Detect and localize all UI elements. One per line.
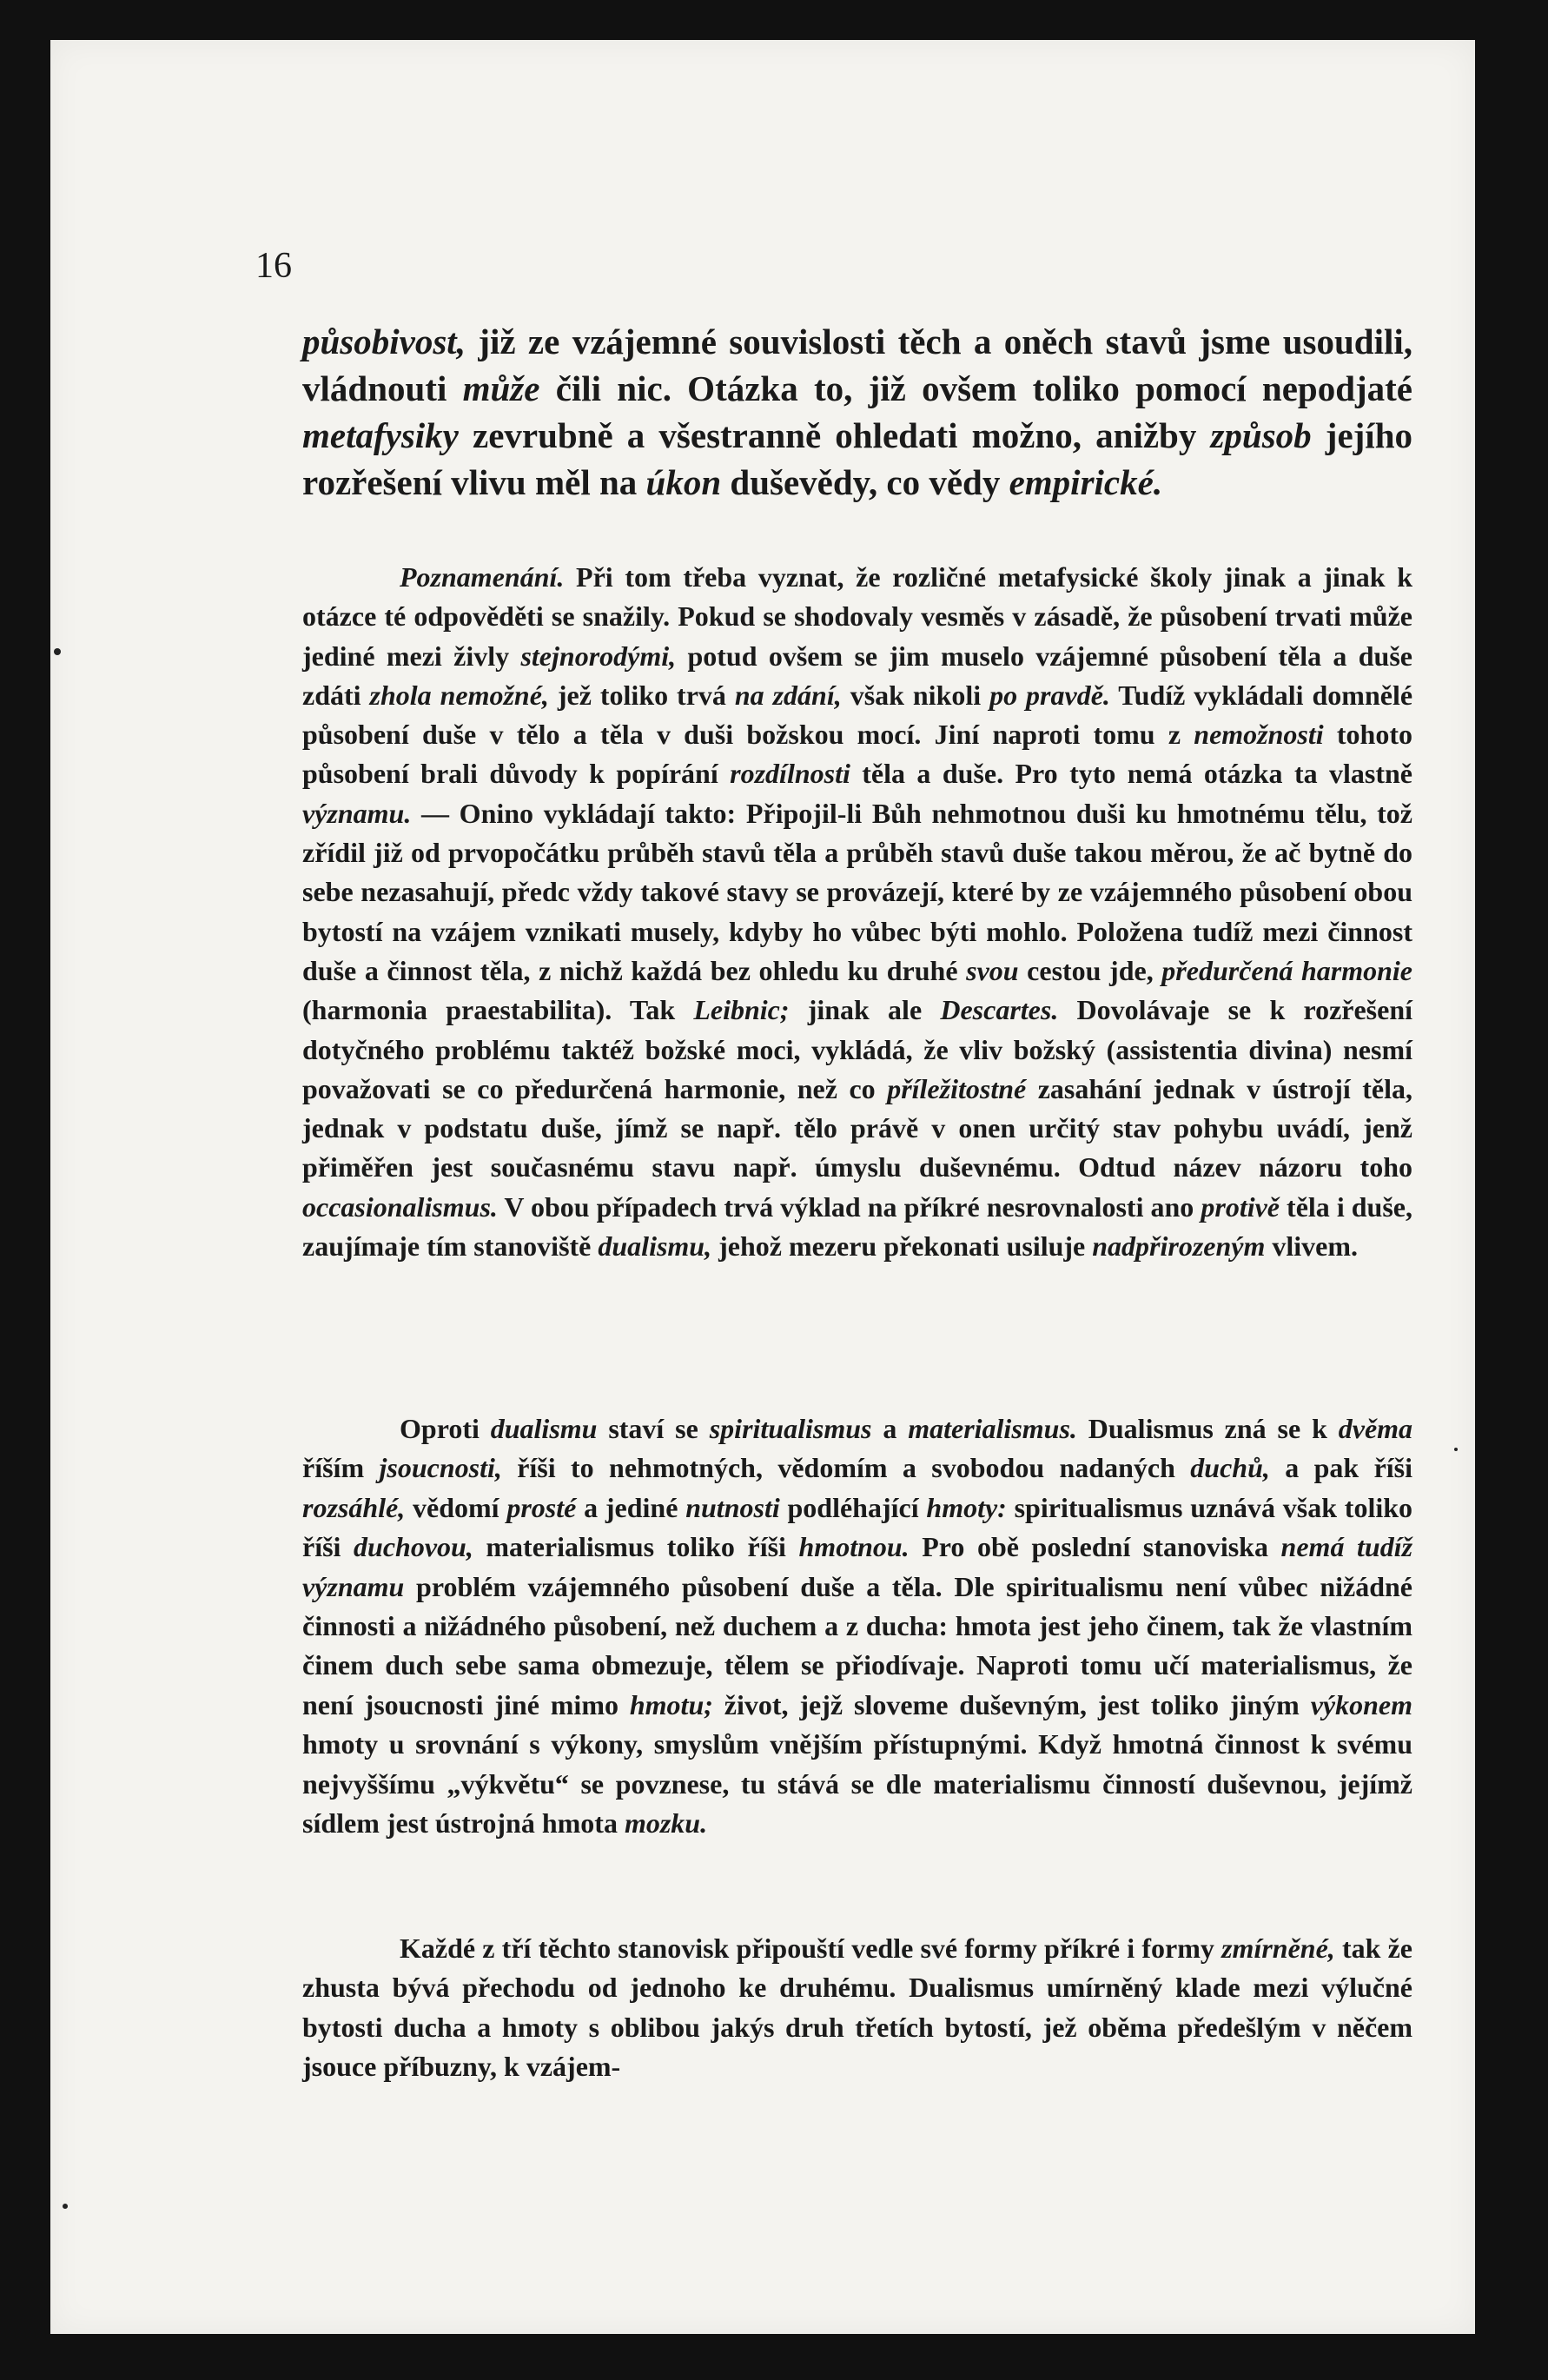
text-run: vlivem.: [1265, 1230, 1359, 1263]
text-run: materialismus toliko říši: [473, 1531, 799, 1563]
italic-run: stejnorodými,: [520, 640, 677, 672]
text-run: Každé z tří těchto stanovisk připouští vedle své formy příkré i formy: [400, 1933, 1222, 1964]
italic-run: metafysiky: [302, 415, 459, 455]
text-run: Oproti: [400, 1413, 491, 1444]
italic-run: spiritualismus: [709, 1413, 872, 1444]
text-run: a: [871, 1413, 909, 1444]
italic-run: působivost,: [302, 322, 466, 361]
italic-run: rozsáhlé,: [302, 1491, 406, 1523]
text-run: a jediné: [576, 1491, 686, 1523]
text-run: Pro obě poslední stanoviska: [909, 1531, 1281, 1563]
italic-run: duchovou,: [354, 1531, 473, 1563]
text-run: říši to nehmotných, vědomím a svobodou nadaných: [501, 1452, 1191, 1484]
italic-run: protivě: [1201, 1190, 1280, 1223]
italic-run: mozku.: [624, 1807, 708, 1840]
text-run: podléhající: [779, 1491, 927, 1523]
text-run: vědomí: [405, 1491, 507, 1523]
text-run: duševědy, co vědy: [721, 462, 1009, 502]
text-run: potud ovšem se jim muselo vzájemné působení těla a duše zdáti: [302, 640, 1413, 711]
italic-run: po pravdě.: [989, 679, 1110, 711]
italic-run: příležitostné: [887, 1072, 1027, 1104]
text-run: však nikoli: [841, 679, 990, 711]
italic-run: nemá tudíž významu: [302, 1531, 1413, 1602]
italic-run: může: [462, 368, 540, 408]
text-run: život, jejž sloveme duševným, jest toliko jiným: [712, 1688, 1311, 1720]
text-run: těla i duše, zaujímaje tím stanoviště: [302, 1190, 1413, 1263]
italic-run: významu.: [302, 797, 412, 829]
text-run: cestou jde,: [1018, 954, 1162, 986]
text-run: zasahání jednak v ústrojí těla, jednak v podstatu duše, jímž se např. tělo právě v onen určitý stav pohybu uvádí, jenž přiměřen jest současnému stavu např. úmyslu duševnému. Odtud název názoru toho: [302, 1072, 1413, 1183]
italic-run: hmotu;: [629, 1688, 713, 1720]
italic-run: předurčená harmonie: [1161, 954, 1412, 986]
text-run: Při tom třeba vyznat, že rozličné metafysické školy jinak a jinak k otázce té odpověděti se snažily. Pokud se shodovaly vesměs v zásadě, že působení trvati může jediné mezi živly: [302, 561, 1412, 672]
text-run: tohoto působení brali důvody k popírání: [302, 719, 1413, 790]
text-run: a pak říši: [1269, 1452, 1413, 1484]
italic-run: zmírněné,: [1221, 1933, 1335, 1964]
italic-run: hmoty:: [926, 1491, 1007, 1523]
book-page: [50, 40, 1475, 2334]
note-text: [302, 561, 1412, 1262]
paragraph-stanoviska: [302, 1929, 1412, 2086]
text-run: spiritualismus uznává však toliko říši: [302, 1491, 1413, 1563]
italic-run: nutnosti: [685, 1491, 780, 1523]
text-run: problém vzájemného působení duše a těla. Dle spiritualismu není vůbec nižádné činnosti a nižádného působení, než duchem a z ducha: hmota jest jeho činem, tak že vlastním činem duch sebe sama obmezuje, tělem se přiodívaje. Naproti tomu učí materialismus, že není jsoucnosti jiné mimo: [302, 1570, 1412, 1720]
italic-run: úkon: [645, 462, 722, 502]
text-run: Dovolávaje se k rozřešení dotyčného problému taktéž božské moci, vykládá, že vliv božský (assistentia divina) nesmí považovati se co předurčená harmonie, než co: [302, 994, 1413, 1104]
text-run: V obou případech trvá výklad na příkré nesrovnalosti ano: [497, 1190, 1201, 1223]
text-run: zevrubně a všestranně ohledati možno, anižby: [458, 415, 1211, 455]
text-run: čili nic. Otázka to, již ovšem toliko pomocí nepodjaté: [539, 368, 1413, 408]
italic-run: dualismu,: [598, 1230, 712, 1263]
italic-run: výkonem: [1310, 1688, 1412, 1720]
italic-run: na zdání,: [734, 679, 842, 711]
italic-run: materialismus.: [908, 1413, 1077, 1444]
italic-run: svou: [966, 954, 1019, 986]
scan-speck: [54, 648, 61, 655]
text-run: již ze vzájemné souvislosti těch a oněch stavů jsme usoudili, vládnouti: [302, 322, 1412, 408]
text-run: tak že zhusta bývá přechodu od jednoho ke druhému. Dualismus umírněný klade mezi výlučné bytosti ducha a hmoty s oblibou jakýs druh třetích bytostí, jež oběma předešlým v něčem jsouce příbuzny, k vzájem-: [302, 1933, 1413, 2082]
text-run: (harmonia praestabilita). Tak: [302, 994, 694, 1026]
text-run: jehož mezeru překonati usiluje: [711, 1230, 1093, 1263]
text-run: hmoty u srovnání s výkony, smyslům vnějším přístupnými. Když hmotná činnost k svému nejvyššímu „výkvětu“ se povznese, tu stává se dle materialismu činností duševnou, jejímž sídlem jest ústrojná hmota: [302, 1728, 1412, 1840]
scan-speck: [1454, 1448, 1458, 1451]
italic-run: jsoucnosti,: [379, 1452, 502, 1484]
italic-run: zhola nemožné,: [369, 679, 549, 711]
italic-run: Leibnic;: [693, 994, 790, 1026]
italic-run: dvěma: [1338, 1413, 1413, 1444]
scan-speck: [63, 2204, 68, 2209]
text-run: staví se: [597, 1413, 710, 1444]
italic-run: Poznamenání.: [400, 561, 565, 593]
text-run: jež toliko trvá: [548, 679, 735, 711]
text-run: těla a duše. Pro tyto nemá otázka ta vlastně: [850, 758, 1413, 790]
text-run: jinak ale: [789, 994, 941, 1026]
italic-run: způsob: [1210, 415, 1312, 455]
italic-run: empirické.: [1009, 462, 1163, 502]
page-number: 16: [255, 246, 292, 286]
italic-run: occasionalismus.: [302, 1190, 498, 1223]
italic-run: rozdílnosti: [730, 758, 850, 790]
paragraph-dualism: [302, 1409, 1412, 1843]
italic-run: prosté: [506, 1491, 577, 1523]
text-run: říším: [302, 1452, 380, 1484]
paragraph-1: [302, 318, 1412, 506]
text-run: jejího rozřešení vlivu měl na: [302, 415, 1412, 502]
italic-run: nadpřirozeným: [1092, 1230, 1266, 1263]
note-paragraph: [302, 558, 1412, 1266]
paragraph-dualism-text: [302, 1413, 1412, 1839]
italic-run: nemožnosti: [1194, 719, 1324, 751]
paragraph-stanoviska-text: [302, 1933, 1412, 2082]
italic-run: duchů,: [1190, 1452, 1270, 1484]
text-run: Tudíž vykládali domnělé působení duše v tělo a těla v duši božskou mocí. Jiní naproti tomu z: [302, 679, 1413, 751]
text-run: Dualismus zná se k: [1076, 1413, 1339, 1444]
italic-run: Descartes.: [940, 994, 1059, 1026]
italic-run: dualismu: [490, 1413, 598, 1444]
italic-run: hmotnou.: [798, 1531, 910, 1563]
text-run: — Onino vykládají takto: Připojil-li Bůh nehmotnou duši ku hmotnému tělu, tož zřídil již od prvopočátku průběh stavů těla a průběh stavů duše takou měrou, že ač bytně do sebe nezasahují, předc vždy takové stavy se provázejí, které by ze vzájemného působení obou bytostí na vzájem vznikati musely, kdyby ho vůbec býti mohlo. Položena tudíž mezi činnost duše a činnost těla, z nichž každá bez ohledu ku druhé: [302, 797, 1412, 986]
